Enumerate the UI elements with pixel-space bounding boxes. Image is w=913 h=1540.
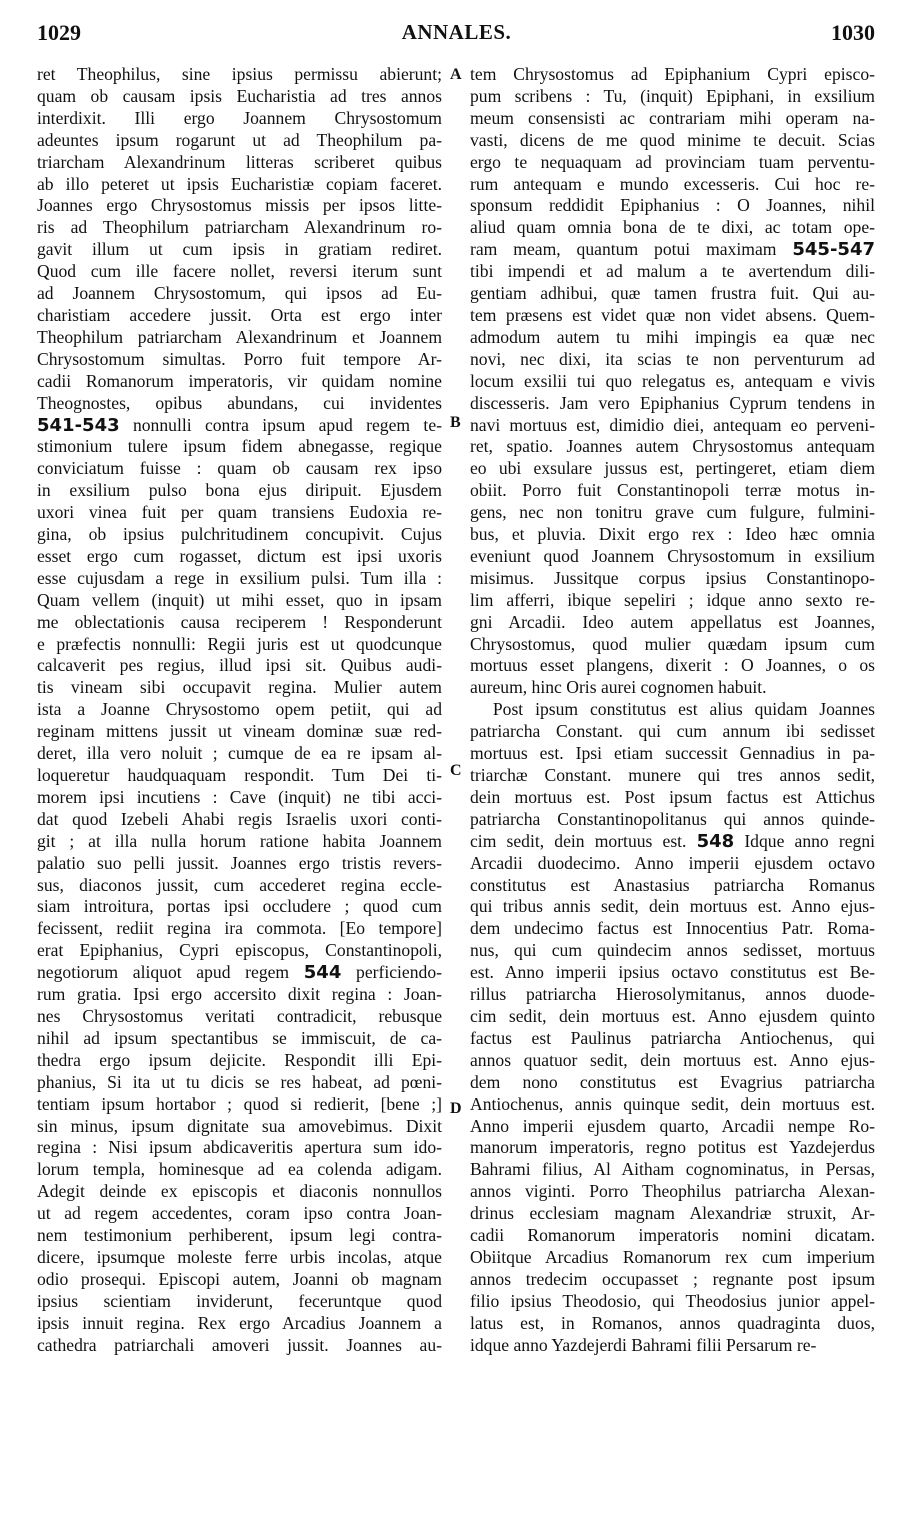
text-line: Arcadii duodecimo. Anno imperii ejusdem octavo: [470, 852, 875, 873]
reference-number: 545-547: [792, 239, 875, 261]
text-line: Obiitque Arcadius Romanorum rex cum imperium: [470, 1246, 875, 1267]
reference-number: 544: [303, 962, 342, 984]
text-line: patriarcha Constant. qui cum annum ibi sedisset: [470, 721, 875, 742]
left-text-column: [37, 64, 442, 1356]
text-line: Chrysostomus, quod mulier quædam ipsum cum: [470, 633, 875, 654]
text-line: mortuus est. Ipsi etiam successit Gennadius in pa-: [470, 743, 875, 764]
text-line: phanius, Si ita ut tu dicis se res habeat, ad pœni-: [37, 1071, 442, 1092]
text-line: palatio suo pelli jussit. Joannes ergo tristis revers-: [37, 852, 442, 873]
text-line: nus, qui cum quindecim annos sedisset, mortuus: [470, 940, 875, 961]
text-line: deret, illa vero noluit ; cumque de ea re ipsam al-: [37, 743, 442, 764]
text-line: vasti, dicens de me quod minime te decuit. Scias: [470, 129, 875, 150]
text-line: Adegit deinde ex episcopis et diaconis nonnullos: [37, 1181, 442, 1202]
text-line: dem nono constitutus est Evagrius patriarcha: [470, 1071, 875, 1092]
text-line: Quam vellem (inquit) ut mihi esset, quo in ipsam: [37, 589, 442, 610]
text-line: ergo te nequaquam ad provinciam tuam perventu-: [470, 151, 875, 172]
text-line: sponsum reddidit Epiphanius : O Joannes, nihil: [470, 195, 875, 216]
text-line: triarcham Alexandrinum litteras scriberet quibus: [37, 151, 442, 172]
text-line: gentiam adhibui, quæ tamen frustra fuit. Qui au-: [470, 283, 875, 304]
text-line: quam ob causam ipsis Eucharistia ad tres annos: [37, 85, 442, 106]
text-line: fecissent, rediit regina ira commota. [Eo tempore]: [37, 918, 442, 939]
text-line: annos tredecim occupasset ; regnante post ipsum: [470, 1268, 875, 1289]
text-line: locum exsilii tui quo relegatus es, antequam e vivis: [470, 370, 875, 391]
text-line: ab illo peteret ut ipsis Eucharistiæ copiam faceret.: [37, 173, 442, 194]
text-line: Anno imperii ejusdem quarto, Arcadii nempe Ro-: [470, 1115, 875, 1136]
text-line: triarchæ Constant. munere qui tres annos sedit,: [470, 765, 875, 785]
text-line: rillus patriarcha Hierosolymitanus, annos duode-: [470, 984, 875, 1005]
text-line: est. Anno imperii ipsius octavo constitutus est Be-: [470, 962, 875, 983]
text-line: erat Epiphanius, Cypri episcopus, Constantinopoli,: [37, 940, 442, 961]
reference-number: 541-543: [37, 414, 120, 436]
text-line: drinus ecclesiam magnam Alexandriæ struxit, Ar-: [470, 1203, 875, 1224]
text-line: me oblectationis causa reciperem ! Responderunt: [37, 611, 442, 632]
text-line: annos viginti. Porro Theophilus patriarcha Alexan-: [470, 1181, 875, 1202]
text-line: eo ubi exsulare jussus est, pertingeret, etiam diem: [470, 458, 875, 479]
text-line: aureum, hinc Oris aurei cognomen habuit.: [470, 677, 767, 698]
text-line: manorum imperatoris, regno potitus est Yazdejerdus: [470, 1137, 875, 1158]
text-line: sin minus, ipsum dignitate sua amovebimus. Dixit: [37, 1115, 442, 1136]
text-line: nihil ad ipsum spectantibus se immiscuit, de ca-: [37, 1027, 442, 1048]
text-line: conviciatum fuisse : quam ob causam rex ipso: [37, 458, 442, 479]
text-line: qui tribus annis sedit, dein mortuus est. Anno ejus-: [470, 896, 875, 917]
text-line: tibi impendi et ad malum a te avertendum dili-: [470, 261, 875, 282]
text-line: discesseris. Jam vero Epiphanius Cyprum tendens in: [470, 392, 875, 413]
text-line: ut ad regem accedentes, coram ipso contra Joan-: [37, 1203, 442, 1224]
text-line: gens, nec non tonitru grave cum fulgure, fulmini-: [470, 502, 875, 523]
text-line: cadii Romanorum imperatoris, vir quidam nomine: [37, 370, 442, 391]
text-line: 541-543 nonnulli contra ipsum apud regem te-: [37, 414, 442, 436]
text-line: ret, spatio. Joannes autem Chrysostomus antequam: [470, 436, 875, 457]
text-line: tis vineam sibi occupavit regina. Mulier autem: [37, 677, 442, 698]
text-line: git ; at illa nulla horum ratione habita Joannem: [37, 830, 442, 851]
text-line: Theognostes, opibus abundans, cui invidentes: [37, 392, 442, 413]
text-line: annos quatuor sedit, dein mortuus est. Anno ejus-: [470, 1049, 875, 1070]
text-line: bus, et pluvia. Dixit ergo rex : Ideo hæc omnia: [470, 524, 875, 545]
right-text-column: [470, 64, 875, 1356]
text-line: sus, diaconos jussit, cum accederet regina eccle-: [37, 874, 442, 895]
text-line: rum antequam e mundo excesseris. Cui hoc re-: [470, 173, 875, 194]
text-line: mortuus esset plangens, dixerit : O Joannes, o os: [470, 655, 875, 676]
text-line: tem præsens est videt quæ non videt absens. Quem-: [470, 304, 875, 325]
text-line: nes Chrysostomus veritati contradicit, rebusque: [37, 1005, 442, 1026]
text-line: ipsius scientiam inviderunt, feceruntque quod: [37, 1290, 442, 1311]
margin-marker-c: C: [450, 762, 462, 779]
text-line: dem undecimo factus est Innocentius Patr. Roma-: [470, 918, 875, 939]
text-line: uxori vinea fuit per quam transiens Eudoxia re-: [37, 502, 442, 523]
text-line: Bahrami filius, Al Aitham cognominatus, in Persas,: [470, 1159, 875, 1180]
text-line: lim afferri, ibique sepeliri ; idque anno sexto re-: [470, 589, 875, 610]
text-line: esse cujusdam a rege in exsilium pulsi. Tum illa :: [37, 567, 442, 588]
page-number-left: 1029: [37, 20, 81, 45]
text-line: cathedra patriarchali amoveri jussit. Joannes au-: [37, 1334, 442, 1355]
text-line: constitutus est Anastasius patriarcha Romanus: [470, 874, 875, 895]
text-line: rum gratia. Ipsi ergo accersito dixit regina : Joan-: [37, 984, 442, 1005]
text-line: tentiam ipsum hortabor ; quod si redierit, [bene ;]: [37, 1093, 442, 1114]
text-line: gni Arcadii. Ideo autem appellatus est Joannes,: [470, 611, 875, 632]
text-line: filio ipsius Theodosio, qui Theodosius junior appel-: [470, 1290, 875, 1311]
text-line: e præfectis nonnulli: Regii juris est ut quodcunque: [37, 633, 442, 654]
text-line: cim sedit, dein mortuus est. 548 Idque anno regni: [470, 830, 876, 852]
text-line: aliud quam omnia bona de te dixi, ac totam ope-: [470, 217, 875, 238]
text-line: ram meam, quantum potui maximam 545-547: [470, 239, 875, 261]
text-line: cim sedit, dein mortuus est. Anno ejusdem quinto: [470, 1005, 875, 1026]
page-number-right: 1030: [831, 20, 875, 45]
text-line: ipsis innuit regina. Rex ergo Arcadius Joannem a: [37, 1312, 442, 1333]
text-line: cadii Romanorum imperatoris nomini dicatam.: [470, 1225, 875, 1246]
text-line: tem Chrysostomus ad Epiphanium Cypri episco-: [470, 64, 875, 84]
text-line: charistiam accedere jussit. Orta est ergo inter: [37, 304, 442, 325]
text-line: ad Joannem Chrysostomum, qui ipsos ad Eu-: [37, 283, 442, 304]
text-line: navi mortuus est, dimidio diei, antequam eo perveni-: [470, 414, 875, 435]
text-line: Theophilum patriarcham Alexandrinum et Joannem: [37, 326, 442, 347]
text-line: negotiorum aliquot apud regem 544 perficiendo-: [37, 962, 442, 984]
margin-marker-b: B: [450, 414, 461, 431]
text-line: dein mortuus est. Post ipsum factus est Attichus: [470, 786, 875, 807]
text-line: siam introitura, portas ipsi occludere ; quod cum: [37, 896, 442, 917]
text-line: meum consensisti ac contrariam mihi operam na-: [470, 107, 875, 128]
text-line: idque anno Yazdejerdi Bahrami filii Persarum re-: [470, 1334, 817, 1355]
text-line: Joannes ergo Chrysostomus missis per ipsos litte-: [37, 195, 442, 216]
text-line: morem ipsi incutiens : Cave (inquit) ne tibi acci-: [37, 786, 442, 807]
text-line: calcaverit pes regius, illud ipsi sit. Quibus audi-: [37, 655, 442, 676]
text-line: novi, nec dixi, ita scias te non perventurum ad: [470, 348, 875, 369]
text-line: latus est, in Romanos, annos quadraginta duos,: [470, 1312, 875, 1333]
text-line: adeuntes ipsum rogarunt ut ad Theophilum pa-: [37, 129, 442, 150]
margin-marker-a: A: [450, 66, 462, 83]
text-line: gavit illum ut cum ipsis in gratiam rediret.: [37, 239, 442, 260]
text-line: thedra ergo ipsum dejicite. Respondit illi Epi-: [37, 1049, 442, 1070]
text-line: patriarcha Constantinopolitanus qui annos quinde-: [470, 808, 875, 829]
text-line: dat quod Izebeli Ahabi regis Israelis uxori conti-: [37, 808, 442, 829]
text-line: factus est Paulinus patriarcha Antiochenus, qui: [470, 1027, 875, 1048]
text-line: admodum autem tu mihi impingis ea quæ nec: [470, 326, 875, 347]
text-line: ista a Joanne Chrysostomo opem petiit, qui ad: [37, 699, 442, 720]
text-line: in exsilium pulso bona ejus diripuit. Ejusdem: [37, 480, 442, 501]
text-line: reginam mittens jussit ut vineam dominæ suæ red-: [37, 721, 442, 742]
text-line: Antiochenus, annis quinque sedit, dein mortuus est.: [470, 1093, 875, 1114]
text-line: Post ipsum constitutus est alius quidam Joannes: [492, 699, 875, 720]
text-line: obiit. Porro fuit Constantinopoli terræ motus in-: [470, 480, 875, 501]
text-line: Quod cum ille facere nollet, reversi iterum sunt: [37, 261, 442, 282]
text-line: ris ad Theophilum patriarcham Alexandrinum ro-: [37, 217, 442, 238]
text-line: dicere, ipsumque moleste ferre urbis incolas, atque: [37, 1246, 442, 1267]
text-line: regina : Nisi ipsum abdicaveritis apertura sum ido-: [37, 1137, 442, 1158]
text-line: gina, ob ipsius pulchritudinem concupivit. Cujus: [37, 524, 442, 545]
text-line: misimus. Jussitque corpus ipsius Constantinopo-: [470, 567, 875, 588]
running-title: ANNALES.: [401, 20, 512, 44]
text-line: nem testimonium perhiberent, ipsum legi contra-: [37, 1225, 442, 1246]
text-line: lorum templa, hominesque ad ea colenda adigam.: [37, 1159, 442, 1180]
reference-number: 548: [696, 830, 735, 852]
text-line: Chrysostomum simultas. Porro fuit tempore Ar-: [37, 348, 442, 369]
text-line: esset ergo cum rogasset, dictum est ipsi uxoris: [37, 545, 442, 566]
text-line: ret Theophilus, sine ipsius permissu abierunt;: [37, 64, 442, 84]
text-line: interdixit. Illi ergo Joannem Chrysostomum: [37, 107, 442, 128]
margin-marker-d: D: [450, 1100, 462, 1117]
text-line: loqueretur haudquaquam respondit. Tum Dei ti-: [37, 765, 442, 785]
text-line: odio prosequi. Episcopi autem, Joanni ob magnam: [37, 1268, 442, 1289]
text-line: stimonium tulere ipsum fidem abnegasse, regique: [37, 436, 442, 457]
text-line: eveniunt quod Joannem Chrysostomum in exsilium: [470, 545, 875, 566]
text-line: pum scribens : Tu, (inquit) Epiphani, in exsilium: [470, 85, 875, 106]
